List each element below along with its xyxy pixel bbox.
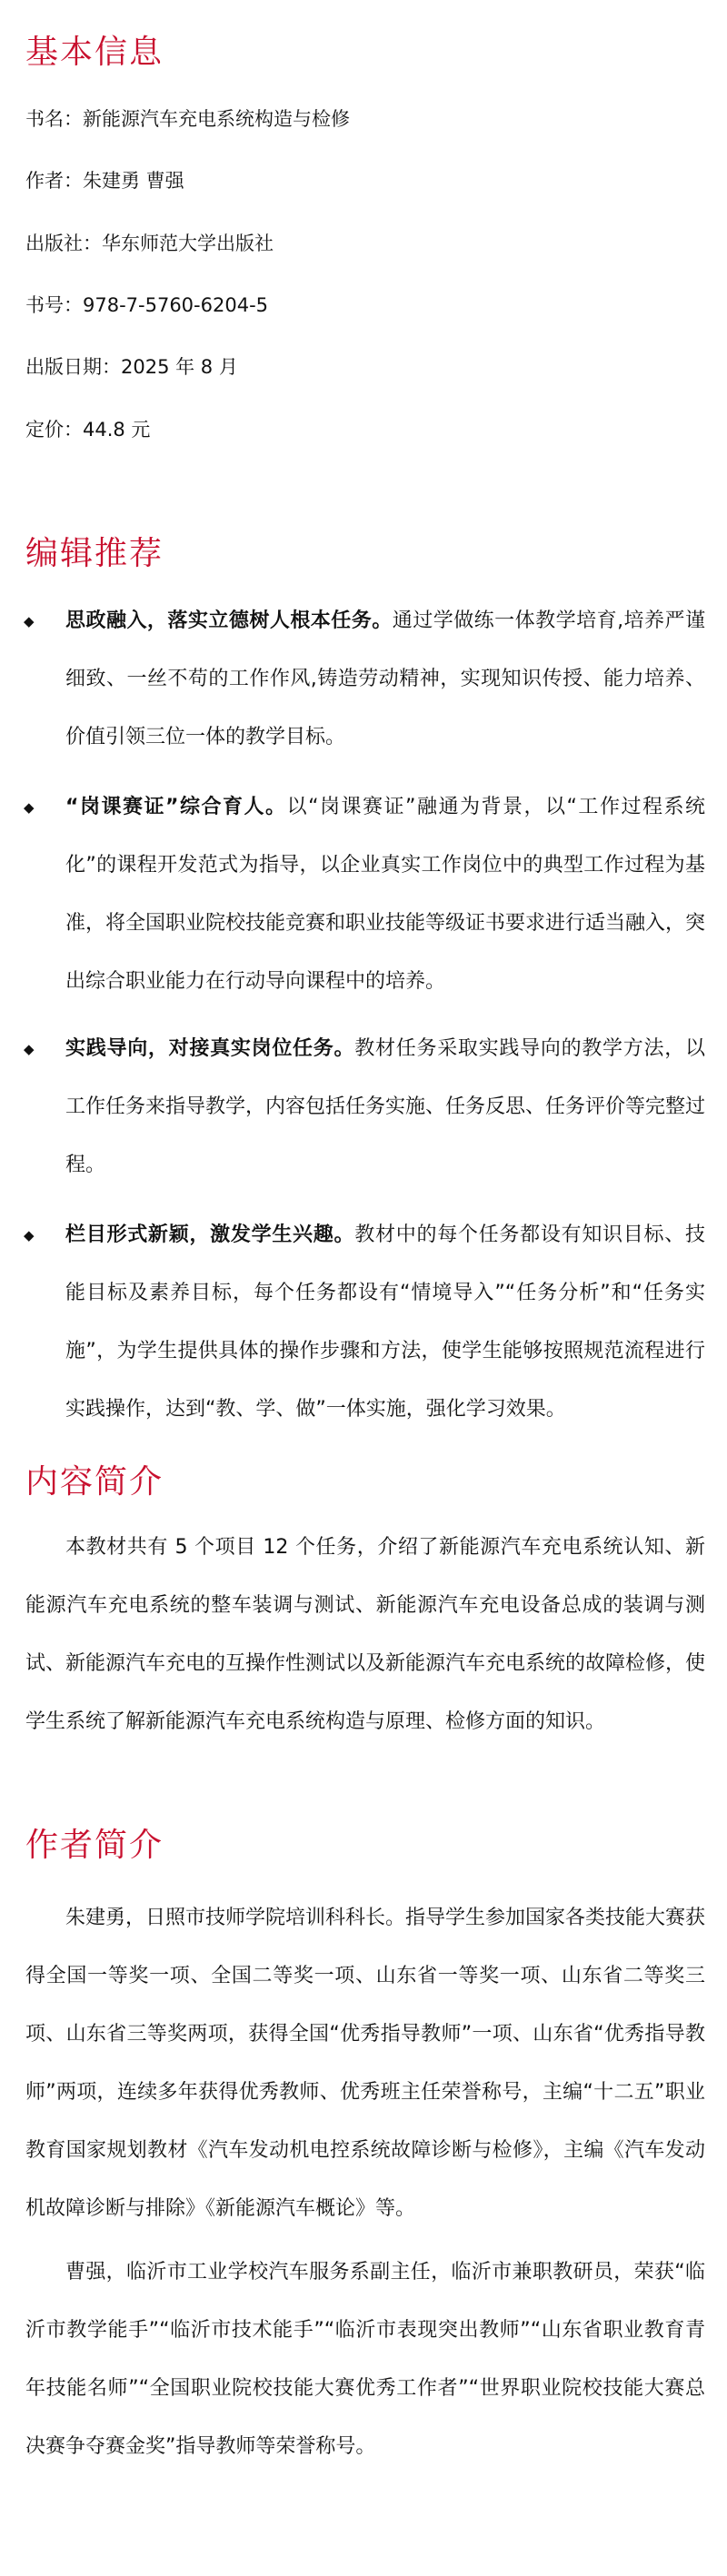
info-publish-date: 出版日期：2025 年 8 月 <box>25 356 238 378</box>
recommend-item-lead: 栏目形式新颖，激发学生兴趣。 <box>65 1224 355 1246</box>
info-isbn: 书号：978-7-5760-6204-5 <box>25 294 269 316</box>
recommend-item <box>65 778 705 1011</box>
info-book-title: 书名：新能源汽车充电系统构造与检修 <box>25 108 350 130</box>
author-bio-zhu: 朱建勇，日照市技师学院培训科科长。指导学生参加国家各类技能大赛获得全国一等奖一项、全国二等奖一项、山东省一等奖一项、山东省二等奖三项、山东省三等奖两项，获得全国“优秀指导教师”一项、山东省“优秀指导教师”两项，连续多年获得优秀教师、优秀班主任荣誉称号，主编“十二五”职业教育国家规划教材《汽车发动机电控系统故障诊断与检修》，主编《汽车发动机故障诊断与排除》《新能源汽车概论》等。 <box>25 1907 706 2220</box>
recommend-item-text: 教材任务采取实践导向的教学方法，以工作任务来指导教学，内容包括任务实施、任务反思、任务评价等完整过程。 <box>65 1037 706 1176</box>
recommend-item-lead: 思政融入，落实立德树人根本任务。 <box>65 609 393 632</box>
authors-heading: 作者简介 <box>25 1827 164 1864</box>
recommend-item <box>65 1020 705 1194</box>
info-authors: 作者：朱建勇 曹强 <box>25 170 184 192</box>
bullet-diamond-icon: ◆ <box>24 1227 35 1243</box>
bullet-diamond-icon: ◆ <box>24 799 35 816</box>
bullet-diamond-icon: ◆ <box>24 613 35 629</box>
info-publisher: 出版社：华东师范大学出版社 <box>25 233 274 254</box>
intro-paragraph: 本教材共有 5 个项目 12 个任务，介绍了新能源汽车充电系统认知、新能源汽车充电系统的整车装调与测试、新能源汽车充电设备总成的装调与测试、新能源汽车充电的互操作性测试以及新能源汽车充电系统的故障检修，使学生系统了解新能源汽车充电系统构造与原理、检修方面的知识。 <box>25 1536 706 1733</box>
basic-info-heading: 基本信息 <box>25 34 164 71</box>
recommend-item-text: 以“岗课赛证”融通为背景，以“工作过程系统化”的课程开发范式为指导，以企业真实工作岗位中的典型工作过程为基准，将全国职业院校技能竞赛和职业技能等级证书要求进行适当融入，突出综合职业能力在行动导向课程中的培养。 <box>65 796 706 993</box>
recommend-item <box>65 1206 705 1439</box>
info-price: 定价：44.8 元 <box>25 419 151 441</box>
recommend-item <box>65 592 705 767</box>
intro-heading: 内容简介 <box>25 1463 164 1501</box>
recommend-item-text: 教材中的每个任务都设有知识目标、技能目标及素养目标，每个任务都设有“情境导入”“任务分析”和“任务实施”，为学生提供具体的操作步骤和方法，使学生能够按照规范流程进行实践操作，达到“教、学、做”一体实施，强化学习效果。 <box>65 1224 705 1421</box>
author-bio-cao: 曹强，临沂市工业学校汽车服务系副主任，临沂市兼职教研员，荣获“临沂市教学能手”“临沂市技术能手”“临沂市表现突出教师”“山东省职业教育青年技能名师”“全国职业院校技能大赛优秀工作者”“世界职业院校技能大赛总决赛争夺赛金奖”指导教师等荣誉称号。 <box>25 2261 705 2458</box>
recommend-item-lead: “岗课赛证”综合育人。 <box>65 796 287 818</box>
recommend-item-text: 通过学做练一体教学培育,培养严谨细致、一丝不苟的工作作风,铸造劳动精神，实现知识传授、能力培养、价值引领三位一体的教学目标。 <box>65 609 705 748</box>
recommend-heading: 编辑推荐 <box>25 535 164 572</box>
bullet-diamond-icon: ◆ <box>24 1041 35 1057</box>
recommend-item-lead: 实践导向，对接真实岗位任务。 <box>65 1037 355 1060</box>
